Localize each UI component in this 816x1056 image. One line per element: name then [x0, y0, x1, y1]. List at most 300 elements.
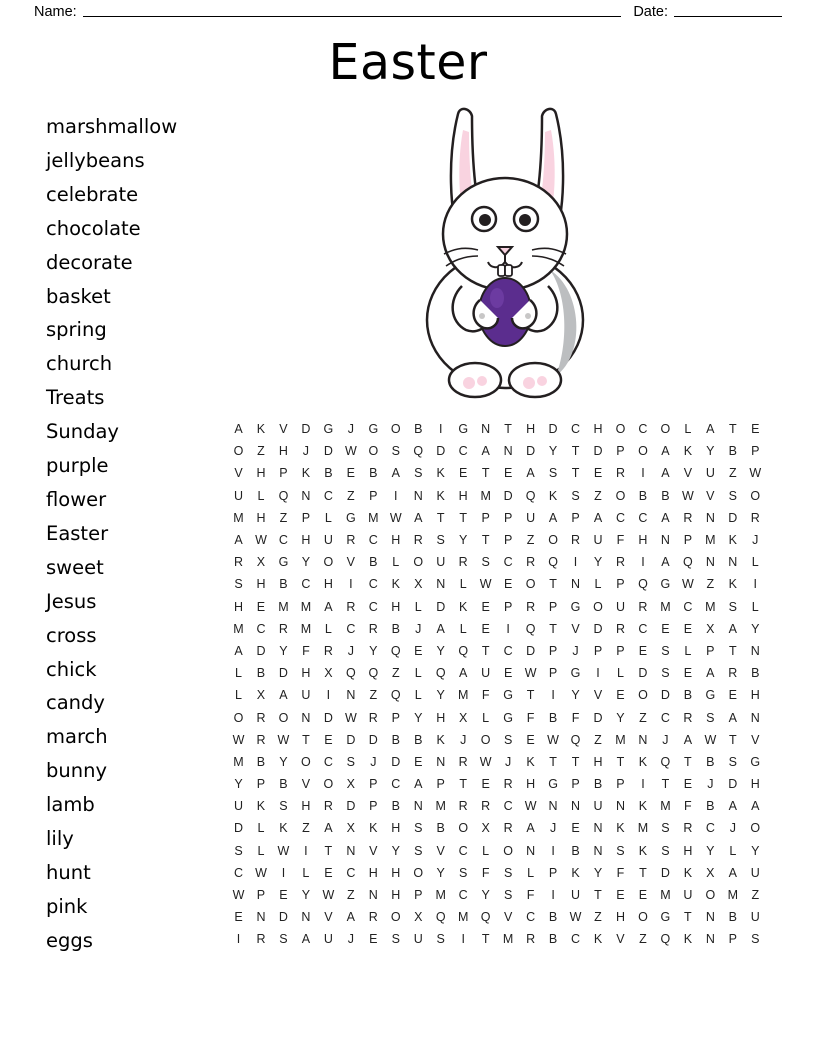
grid-cell[interactable]: O [615, 488, 626, 503]
grid-cell[interactable]: O [548, 533, 558, 548]
grid-cell[interactable]: S [234, 577, 243, 592]
grid-cell[interactable]: T [526, 688, 535, 703]
grid-cell[interactable]: B [728, 910, 737, 925]
grid-cell[interactable]: Y [279, 754, 288, 769]
grid-cell[interactable]: F [526, 710, 535, 725]
grid-cell[interactable]: R [323, 643, 333, 658]
grid-cell[interactable]: N [256, 910, 266, 925]
grid-cell[interactable]: T [481, 466, 490, 481]
grid-cell[interactable]: L [257, 488, 265, 503]
grid-cell[interactable]: Y [751, 843, 760, 858]
grid-cell[interactable]: J [752, 533, 759, 548]
grid-cell[interactable]: J [302, 444, 310, 459]
word-list-item[interactable]: Easter [46, 521, 109, 545]
grid-cell[interactable]: R [233, 555, 244, 570]
grid-cell[interactable]: E [683, 666, 693, 681]
grid-cell[interactable]: C [256, 621, 266, 636]
grid-cell[interactable]: P [436, 777, 445, 792]
grid-cell[interactable]: X [706, 621, 715, 636]
grid-cell[interactable]: E [481, 621, 490, 636]
grid-cell[interactable]: Q [660, 932, 671, 947]
grid-cell[interactable]: U [750, 910, 760, 925]
grid-cell[interactable]: S [414, 821, 423, 836]
grid-cell[interactable]: A [526, 821, 535, 836]
grid-cell[interactable]: V [593, 688, 603, 703]
grid-cell[interactable]: Y [234, 777, 243, 792]
grid-cell[interactable]: N [481, 422, 491, 437]
grid-cell[interactable]: C [638, 510, 648, 525]
grid-cell[interactable]: T [504, 422, 512, 437]
grid-cell[interactable]: O [413, 865, 424, 880]
grid-cell[interactable]: D [526, 444, 536, 459]
grid-cell[interactable]: R [728, 666, 738, 681]
grid-cell[interactable]: E [526, 732, 535, 747]
grid-cell[interactable]: F [481, 865, 490, 880]
grid-cell[interactable]: H [458, 488, 468, 503]
grid-cell[interactable]: Q [435, 910, 446, 925]
grid-cell[interactable]: H [256, 466, 266, 481]
grid-cell[interactable]: E [661, 621, 670, 636]
grid-cell[interactable]: Z [391, 666, 400, 681]
word-list-item[interactable]: chocolate [46, 216, 141, 240]
grid-cell[interactable]: J [505, 754, 512, 769]
grid-cell[interactable]: W [569, 910, 582, 925]
grid-cell[interactable]: W [255, 865, 267, 880]
grid-cell[interactable]: E [414, 643, 423, 658]
grid-cell[interactable]: G [458, 422, 469, 437]
grid-cell[interactable]: Y [279, 643, 288, 658]
grid-cell[interactable]: R [256, 710, 266, 725]
grid-cell[interactable]: Z [302, 821, 310, 836]
grid-cell[interactable]: R [526, 555, 536, 570]
grid-cell[interactable]: E [728, 688, 737, 703]
grid-cell[interactable]: K [593, 932, 603, 947]
grid-cell[interactable]: R [481, 799, 491, 814]
grid-cell[interactable]: B [706, 799, 715, 814]
grid-cell[interactable]: S [436, 533, 445, 548]
grid-cell[interactable]: M [502, 932, 514, 947]
grid-cell[interactable]: K [391, 577, 400, 592]
grid-cell[interactable]: S [728, 754, 737, 769]
grid-cell[interactable]: A [751, 799, 760, 814]
grid-cell[interactable]: M [435, 888, 446, 903]
grid-cell[interactable]: C [368, 533, 378, 548]
grid-cell[interactable]: N [368, 888, 378, 903]
grid-cell[interactable]: R [346, 599, 356, 614]
grid-cell[interactable]: B [728, 444, 737, 459]
grid-cell[interactable]: B [256, 754, 266, 769]
word-list-item[interactable]: lamb [46, 793, 95, 817]
date-write-line[interactable] [674, 4, 782, 17]
grid-cell[interactable]: P [503, 533, 513, 548]
grid-cell[interactable]: S [616, 843, 625, 858]
grid-cell[interactable]: J [707, 777, 714, 792]
grid-cell[interactable]: C [346, 621, 356, 636]
grid-cell[interactable]: S [414, 466, 423, 481]
grid-cell[interactable]: W [322, 888, 335, 903]
grid-cell[interactable]: Y [301, 888, 311, 903]
word-list-item[interactable]: march [46, 725, 108, 749]
grid-cell[interactable]: F [302, 643, 310, 658]
grid-cell[interactable]: A [346, 910, 356, 925]
grid-cell[interactable]: D [233, 821, 244, 836]
grid-cell[interactable]: T [594, 888, 602, 903]
grid-cell[interactable]: O [368, 444, 379, 459]
grid-cell[interactable]: B [279, 577, 288, 592]
grid-cell[interactable]: F [616, 865, 625, 880]
grid-cell[interactable]: D [436, 599, 446, 614]
grid-cell[interactable]: L [235, 666, 242, 681]
grid-cell[interactable]: Q [570, 732, 581, 747]
grid-cell[interactable]: R [346, 533, 356, 548]
grid-cell[interactable]: S [728, 488, 737, 503]
grid-cell[interactable]: T [549, 754, 557, 769]
grid-cell[interactable]: G [503, 688, 513, 703]
grid-cell[interactable]: O [593, 599, 603, 614]
grid-cell[interactable]: C [323, 754, 333, 769]
word-list-item[interactable]: chick [46, 657, 97, 681]
grid-cell[interactable]: H [301, 533, 311, 548]
grid-cell[interactable]: T [616, 754, 625, 769]
word-list-item[interactable]: church [46, 352, 113, 376]
grid-cell[interactable]: G [750, 754, 761, 769]
grid-cell[interactable]: C [660, 710, 670, 725]
grid-cell[interactable]: B [436, 821, 445, 836]
grid-cell[interactable]: C [346, 865, 356, 880]
grid-cell[interactable]: L [751, 555, 759, 570]
word-list-item[interactable]: lily [46, 827, 74, 851]
grid-cell[interactable]: E [256, 599, 266, 614]
grid-cell[interactable]: E [571, 821, 580, 836]
grid-cell[interactable]: N [503, 444, 513, 459]
grid-cell[interactable]: U [683, 888, 693, 903]
grid-cell[interactable]: Q [548, 555, 558, 570]
word-list-item[interactable]: bunny [46, 759, 107, 783]
grid-cell[interactable]: S [661, 643, 670, 658]
grid-cell[interactable]: P [481, 510, 490, 525]
grid-cell[interactable]: T [684, 754, 692, 769]
grid-cell[interactable]: T [302, 732, 310, 747]
grid-cell[interactable]: L [751, 599, 759, 614]
grid-cell[interactable]: I [236, 932, 241, 947]
grid-cell[interactable]: H [301, 799, 311, 814]
grid-cell[interactable]: O [660, 422, 671, 437]
grid-cell[interactable]: D [728, 777, 738, 792]
grid-cell[interactable]: L [459, 577, 467, 592]
grid-cell[interactable]: K [256, 799, 266, 814]
grid-cell[interactable]: J [729, 821, 736, 836]
grid-cell[interactable]: N [750, 710, 760, 725]
grid-cell[interactable]: V [751, 732, 760, 747]
grid-cell[interactable]: T [684, 910, 692, 925]
grid-cell[interactable]: I [461, 932, 465, 947]
grid-cell[interactable]: W [704, 732, 717, 747]
grid-cell[interactable]: B [593, 777, 603, 792]
grid-cell[interactable]: N [413, 799, 423, 814]
grid-cell[interactable]: M [615, 732, 626, 747]
grid-cell[interactable]: M [233, 754, 244, 769]
grid-cell[interactable]: N [571, 577, 581, 592]
grid-cell[interactable]: E [324, 865, 333, 880]
grid-cell[interactable]: O [323, 555, 334, 570]
grid-cell[interactable]: S [391, 444, 400, 459]
grid-cell[interactable]: Q [660, 754, 671, 769]
word-list-item[interactable]: Jesus [46, 589, 97, 613]
grid-cell[interactable]: N [615, 799, 625, 814]
grid-cell[interactable]: M [660, 599, 671, 614]
grid-cell[interactable]: D [526, 643, 536, 658]
grid-cell[interactable]: L [302, 865, 310, 880]
grid-cell[interactable]: H [391, 865, 401, 880]
grid-cell[interactable]: R [278, 621, 288, 636]
grid-cell[interactable]: R [615, 621, 625, 636]
grid-cell[interactable]: T [436, 510, 445, 525]
grid-cell[interactable]: Q [413, 444, 424, 459]
grid-cell[interactable]: G [503, 710, 513, 725]
word-list-item[interactable]: eggs [46, 928, 93, 952]
grid-cell[interactable]: P [503, 510, 513, 525]
grid-cell[interactable]: Z [257, 444, 265, 459]
grid-cell[interactable]: G [660, 577, 671, 592]
grid-cell[interactable]: U [481, 666, 491, 681]
grid-cell[interactable]: S [436, 932, 445, 947]
grid-cell[interactable]: K [616, 821, 625, 836]
grid-cell[interactable]: X [414, 910, 423, 925]
grid-cell[interactable]: N [705, 510, 715, 525]
grid-cell[interactable]: S [503, 865, 513, 880]
grid-cell[interactable]: Y [436, 865, 445, 880]
grid-cell[interactable]: J [415, 621, 422, 636]
grid-cell[interactable]: E [414, 754, 423, 769]
grid-cell[interactable]: D [323, 710, 333, 725]
grid-cell[interactable]: Z [594, 488, 602, 503]
grid-cell[interactable]: E [481, 599, 490, 614]
grid-cell[interactable]: W [344, 444, 357, 459]
grid-cell[interactable]: N [728, 555, 738, 570]
grid-cell[interactable]: N [705, 932, 715, 947]
grid-cell[interactable]: O [413, 555, 424, 570]
grid-cell[interactable]: E [638, 643, 648, 658]
grid-cell[interactable]: A [301, 932, 311, 947]
word-list-item[interactable]: jellybeans [46, 148, 145, 172]
grid-cell[interactable]: Q [458, 643, 469, 658]
grid-cell[interactable]: T [481, 932, 490, 947]
grid-cell[interactable]: P [751, 444, 760, 459]
grid-cell[interactable]: Z [639, 932, 647, 947]
grid-cell[interactable]: Y [459, 533, 468, 548]
grid-cell[interactable]: R [526, 932, 536, 947]
grid-cell[interactable]: E [751, 422, 760, 437]
grid-cell[interactable]: S [279, 932, 288, 947]
grid-cell[interactable]: D [728, 510, 738, 525]
grid-cell[interactable]: I [753, 577, 758, 592]
grid-cell[interactable]: Z [347, 888, 355, 903]
grid-cell[interactable]: L [324, 510, 332, 525]
grid-cell[interactable]: H [278, 444, 288, 459]
grid-cell[interactable]: O [638, 910, 648, 925]
grid-cell[interactable]: Z [526, 533, 535, 548]
grid-cell[interactable]: C [526, 910, 536, 925]
grid-cell[interactable]: H [301, 666, 311, 681]
grid-cell[interactable]: A [706, 666, 715, 681]
grid-cell[interactable]: R [683, 710, 693, 725]
grid-cell[interactable]: Z [706, 577, 715, 592]
grid-cell[interactable]: U [750, 865, 760, 880]
grid-cell[interactable]: J [662, 732, 669, 747]
grid-cell[interactable]: W [681, 488, 694, 503]
grid-cell[interactable]: S [661, 666, 670, 681]
word-list-item[interactable]: candy [46, 691, 105, 715]
grid-cell[interactable]: C [503, 643, 513, 658]
grid-cell[interactable]: M [300, 621, 312, 636]
grid-cell[interactable]: P [548, 599, 558, 614]
grid-cell[interactable]: Y [571, 688, 580, 703]
grid-cell[interactable]: H [323, 577, 333, 592]
grid-cell[interactable]: N [548, 799, 558, 814]
grid-cell[interactable]: B [751, 666, 760, 681]
grid-cell[interactable]: G [278, 555, 289, 570]
grid-cell[interactable]: T [728, 422, 737, 437]
grid-cell[interactable]: V [279, 422, 288, 437]
grid-cell[interactable]: V [301, 777, 311, 792]
grid-cell[interactable]: H [593, 754, 603, 769]
grid-cell[interactable]: I [506, 621, 510, 636]
grid-cell[interactable]: K [436, 488, 445, 503]
grid-cell[interactable]: I [573, 555, 578, 570]
grid-cell[interactable]: O [638, 444, 648, 459]
grid-cell[interactable]: Q [390, 688, 401, 703]
grid-cell[interactable]: K [571, 865, 580, 880]
grid-cell[interactable]: S [661, 821, 670, 836]
grid-cell[interactable]: I [641, 777, 645, 792]
grid-cell[interactable]: L [684, 422, 692, 437]
grid-cell[interactable]: O [233, 710, 244, 725]
grid-cell[interactable]: A [661, 444, 670, 459]
grid-cell[interactable]: S [279, 799, 288, 814]
grid-cell[interactable]: W [232, 888, 245, 903]
grid-cell[interactable]: N [593, 843, 603, 858]
grid-cell[interactable]: H [593, 422, 603, 437]
grid-cell[interactable]: H [233, 599, 244, 614]
grid-cell[interactable]: W [479, 577, 492, 592]
grid-cell[interactable]: V [234, 466, 243, 481]
grid-cell[interactable]: A [728, 710, 737, 725]
grid-cell[interactable]: E [234, 910, 243, 925]
grid-cell[interactable]: H [391, 821, 401, 836]
grid-cell[interactable]: R [683, 510, 693, 525]
grid-cell[interactable]: O [301, 754, 311, 769]
grid-cell[interactable]: M [705, 599, 716, 614]
grid-cell[interactable]: L [594, 577, 602, 592]
grid-cell[interactable]: T [324, 843, 333, 858]
grid-cell[interactable]: E [683, 777, 693, 792]
grid-cell[interactable]: S [414, 843, 423, 858]
grid-cell[interactable]: O [750, 821, 761, 836]
grid-cell[interactable]: B [548, 910, 558, 925]
grid-cell[interactable]: D [548, 422, 558, 437]
grid-cell[interactable]: M [727, 888, 739, 903]
grid-cell[interactable]: M [233, 510, 244, 525]
grid-cell[interactable]: R [503, 777, 513, 792]
grid-cell[interactable]: N [705, 555, 715, 570]
grid-cell[interactable]: C [391, 777, 401, 792]
grid-cell[interactable]: N [593, 821, 603, 836]
grid-cell[interactable]: S [751, 932, 760, 947]
grid-cell[interactable]: H [391, 599, 401, 614]
grid-cell[interactable]: G [570, 599, 581, 614]
grid-cell[interactable]: D [436, 444, 446, 459]
grid-cell[interactable]: T [571, 466, 580, 481]
grid-cell[interactable]: A [234, 422, 243, 437]
grid-cell[interactable]: M [300, 599, 312, 614]
grid-cell[interactable]: R [323, 799, 333, 814]
grid-cell[interactable]: A [593, 510, 603, 525]
grid-cell[interactable]: R [368, 710, 378, 725]
grid-cell[interactable]: H [391, 533, 401, 548]
grid-cell[interactable]: E [638, 888, 648, 903]
grid-cell[interactable]: E [616, 688, 625, 703]
grid-cell[interactable]: C [683, 599, 693, 614]
grid-cell[interactable]: S [391, 932, 400, 947]
grid-cell[interactable]: E [616, 888, 625, 903]
grid-cell[interactable]: S [661, 843, 670, 858]
grid-cell[interactable]: P [548, 643, 558, 658]
grid-cell[interactable]: I [551, 843, 555, 858]
grid-cell[interactable]: B [256, 666, 266, 681]
grid-cell[interactable]: R [503, 821, 513, 836]
grid-cell[interactable]: A [728, 621, 737, 636]
word-list-item[interactable]: sweet [46, 555, 104, 579]
grid-cell[interactable]: K [638, 754, 648, 769]
grid-cell[interactable]: W [749, 466, 762, 481]
grid-cell[interactable]: W [389, 510, 402, 525]
grid-cell[interactable]: W [277, 843, 290, 858]
grid-cell[interactable]: F [481, 688, 490, 703]
grid-cell[interactable]: U [233, 799, 244, 814]
grid-cell[interactable]: I [596, 666, 600, 681]
grid-cell[interactable]: S [503, 888, 513, 903]
grid-cell[interactable]: A [728, 799, 737, 814]
word-list-item[interactable]: celebrate [46, 182, 139, 206]
grid-cell[interactable]: P [369, 777, 378, 792]
grid-cell[interactable]: E [279, 888, 288, 903]
grid-cell[interactable]: B [369, 555, 378, 570]
grid-cell[interactable]: Q [638, 577, 648, 592]
grid-cell[interactable]: V [683, 466, 693, 481]
grid-cell[interactable]: F [684, 799, 692, 814]
grid-cell[interactable]: V [324, 910, 333, 925]
word-list-item[interactable]: marshmallow [46, 115, 178, 138]
grid-cell[interactable]: K [436, 466, 445, 481]
grid-cell[interactable]: Z [279, 510, 288, 525]
grid-cell[interactable]: O [458, 821, 469, 836]
grid-cell[interactable]: T [481, 643, 490, 658]
grid-cell[interactable]: S [459, 865, 468, 880]
grid-cell[interactable]: N [301, 910, 311, 925]
grid-cell[interactable]: U [571, 888, 581, 903]
grid-cell[interactable]: I [326, 688, 331, 703]
grid-cell[interactable]: W [344, 710, 357, 725]
grid-cell[interactable]: R [750, 510, 760, 525]
grid-cell[interactable]: A [436, 621, 445, 636]
grid-cell[interactable]: D [593, 444, 603, 459]
grid-cell[interactable]: J [347, 422, 354, 437]
grid-cell[interactable]: M [278, 599, 289, 614]
grid-cell[interactable]: M [480, 488, 491, 503]
grid-cell[interactable]: N [301, 710, 311, 725]
word-list-item[interactable]: decorate [46, 250, 133, 274]
grid-cell[interactable]: R [458, 555, 468, 570]
